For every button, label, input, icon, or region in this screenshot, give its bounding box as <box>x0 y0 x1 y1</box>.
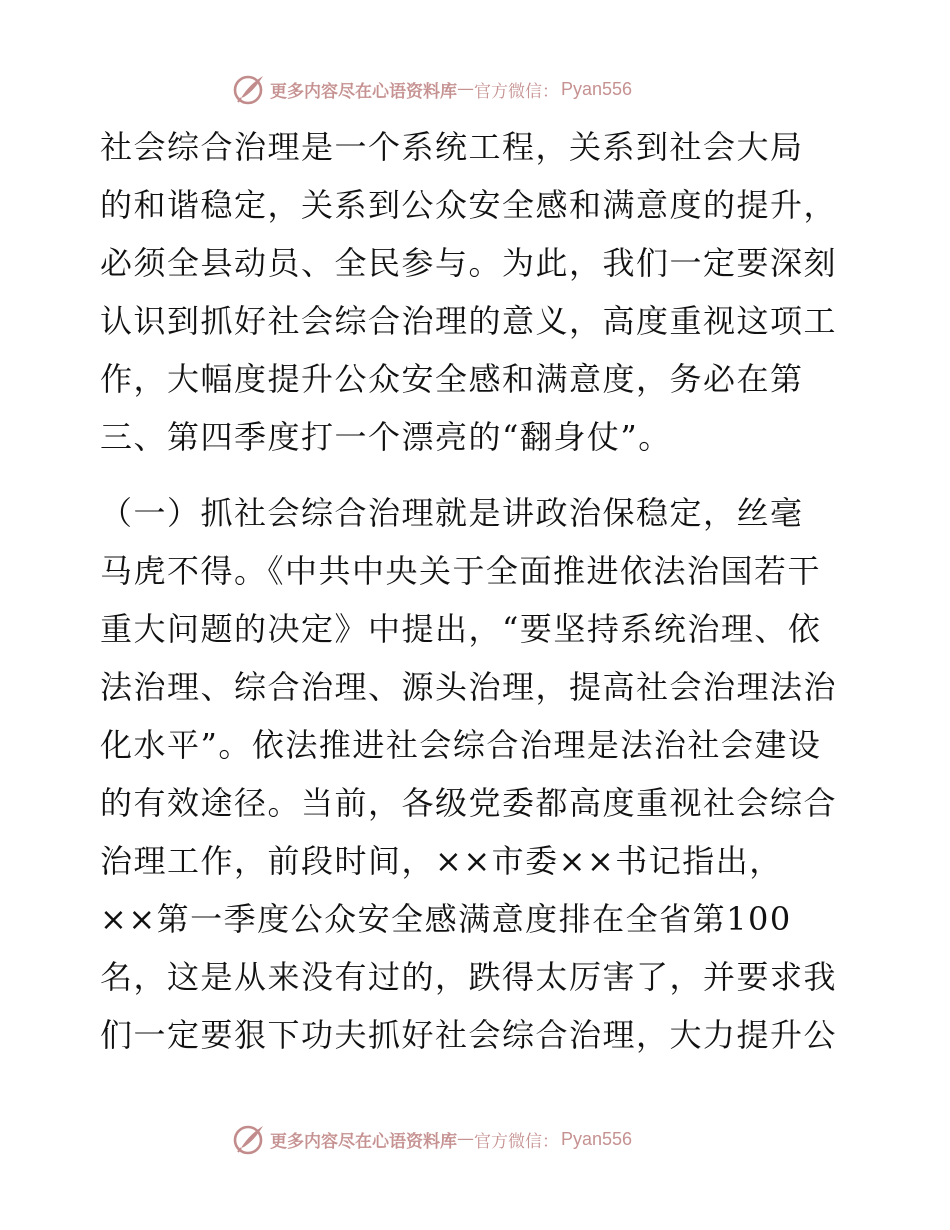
text-line: 的和谐稳定，关系到公众安全感和满意度的提升， <box>100 186 838 224</box>
text-line: 三、第四季度打一个漂亮的“翻身仗”。 <box>100 418 672 456</box>
text-line: 法治理、综合治理、源头治理，提高社会治理法治 <box>100 668 838 706</box>
text-line: ××第一季度公众安全感满意度排在全省第100 <box>100 900 792 938</box>
watermark-wechat-label: 官方微信： <box>474 81 559 102</box>
watermark-separator: — <box>457 1129 474 1149</box>
text-line: 社会综合治理是一个系统工程，关系到社会大局 <box>100 128 804 166</box>
text-line: 认识到抓好社会综合治理的意义，高度重视这项工 <box>100 302 838 340</box>
feather-pen-logo-icon <box>232 72 266 106</box>
watermark-separator: — <box>457 79 474 99</box>
watermark-header <box>232 72 632 106</box>
watermark-text: 更多内容尽在心语资料库 <box>270 1131 457 1152</box>
text-line: 名，这是从来没有过的，跌得太厉害了，并要求我 <box>100 958 838 996</box>
text-line: 马虎不得。《中共中央关于全面推进依法治国若干 <box>100 552 822 590</box>
text-line: 的有效途径。当前，各级党委都高度重视社会综合 <box>100 784 838 822</box>
watermark-wechat-label: 官方微信： <box>474 1131 559 1152</box>
text-line: 们一定要狠下功夫抓好社会综合治理，大力提升公 <box>100 1016 838 1054</box>
text-line: （一）抓社会综合治理就是讲政治保稳定，丝毫 <box>100 494 804 532</box>
watermark-footer <box>232 1122 632 1156</box>
watermark-wechat-id: Pyan556 <box>561 1128 633 1149</box>
text-line: 治理工作，前段时间，××市委××书记指出， <box>100 842 783 880</box>
text-line: 化水平”。依法推进社会综合治理是法治社会建设 <box>100 726 822 764</box>
text-line: 重大问题的决定》中提出，“要坚持系统治理、依 <box>100 610 822 648</box>
text-line: 作，大幅度提升公众安全感和满意度，务必在第 <box>100 360 804 398</box>
text-line: 必须全县动员、全民参与。为此，我们一定要深刻 <box>100 244 838 282</box>
feather-pen-logo-icon <box>232 1122 266 1156</box>
watermark-wechat-id: Pyan556 <box>561 78 633 99</box>
watermark-text: 更多内容尽在心语资料库 <box>270 81 457 102</box>
